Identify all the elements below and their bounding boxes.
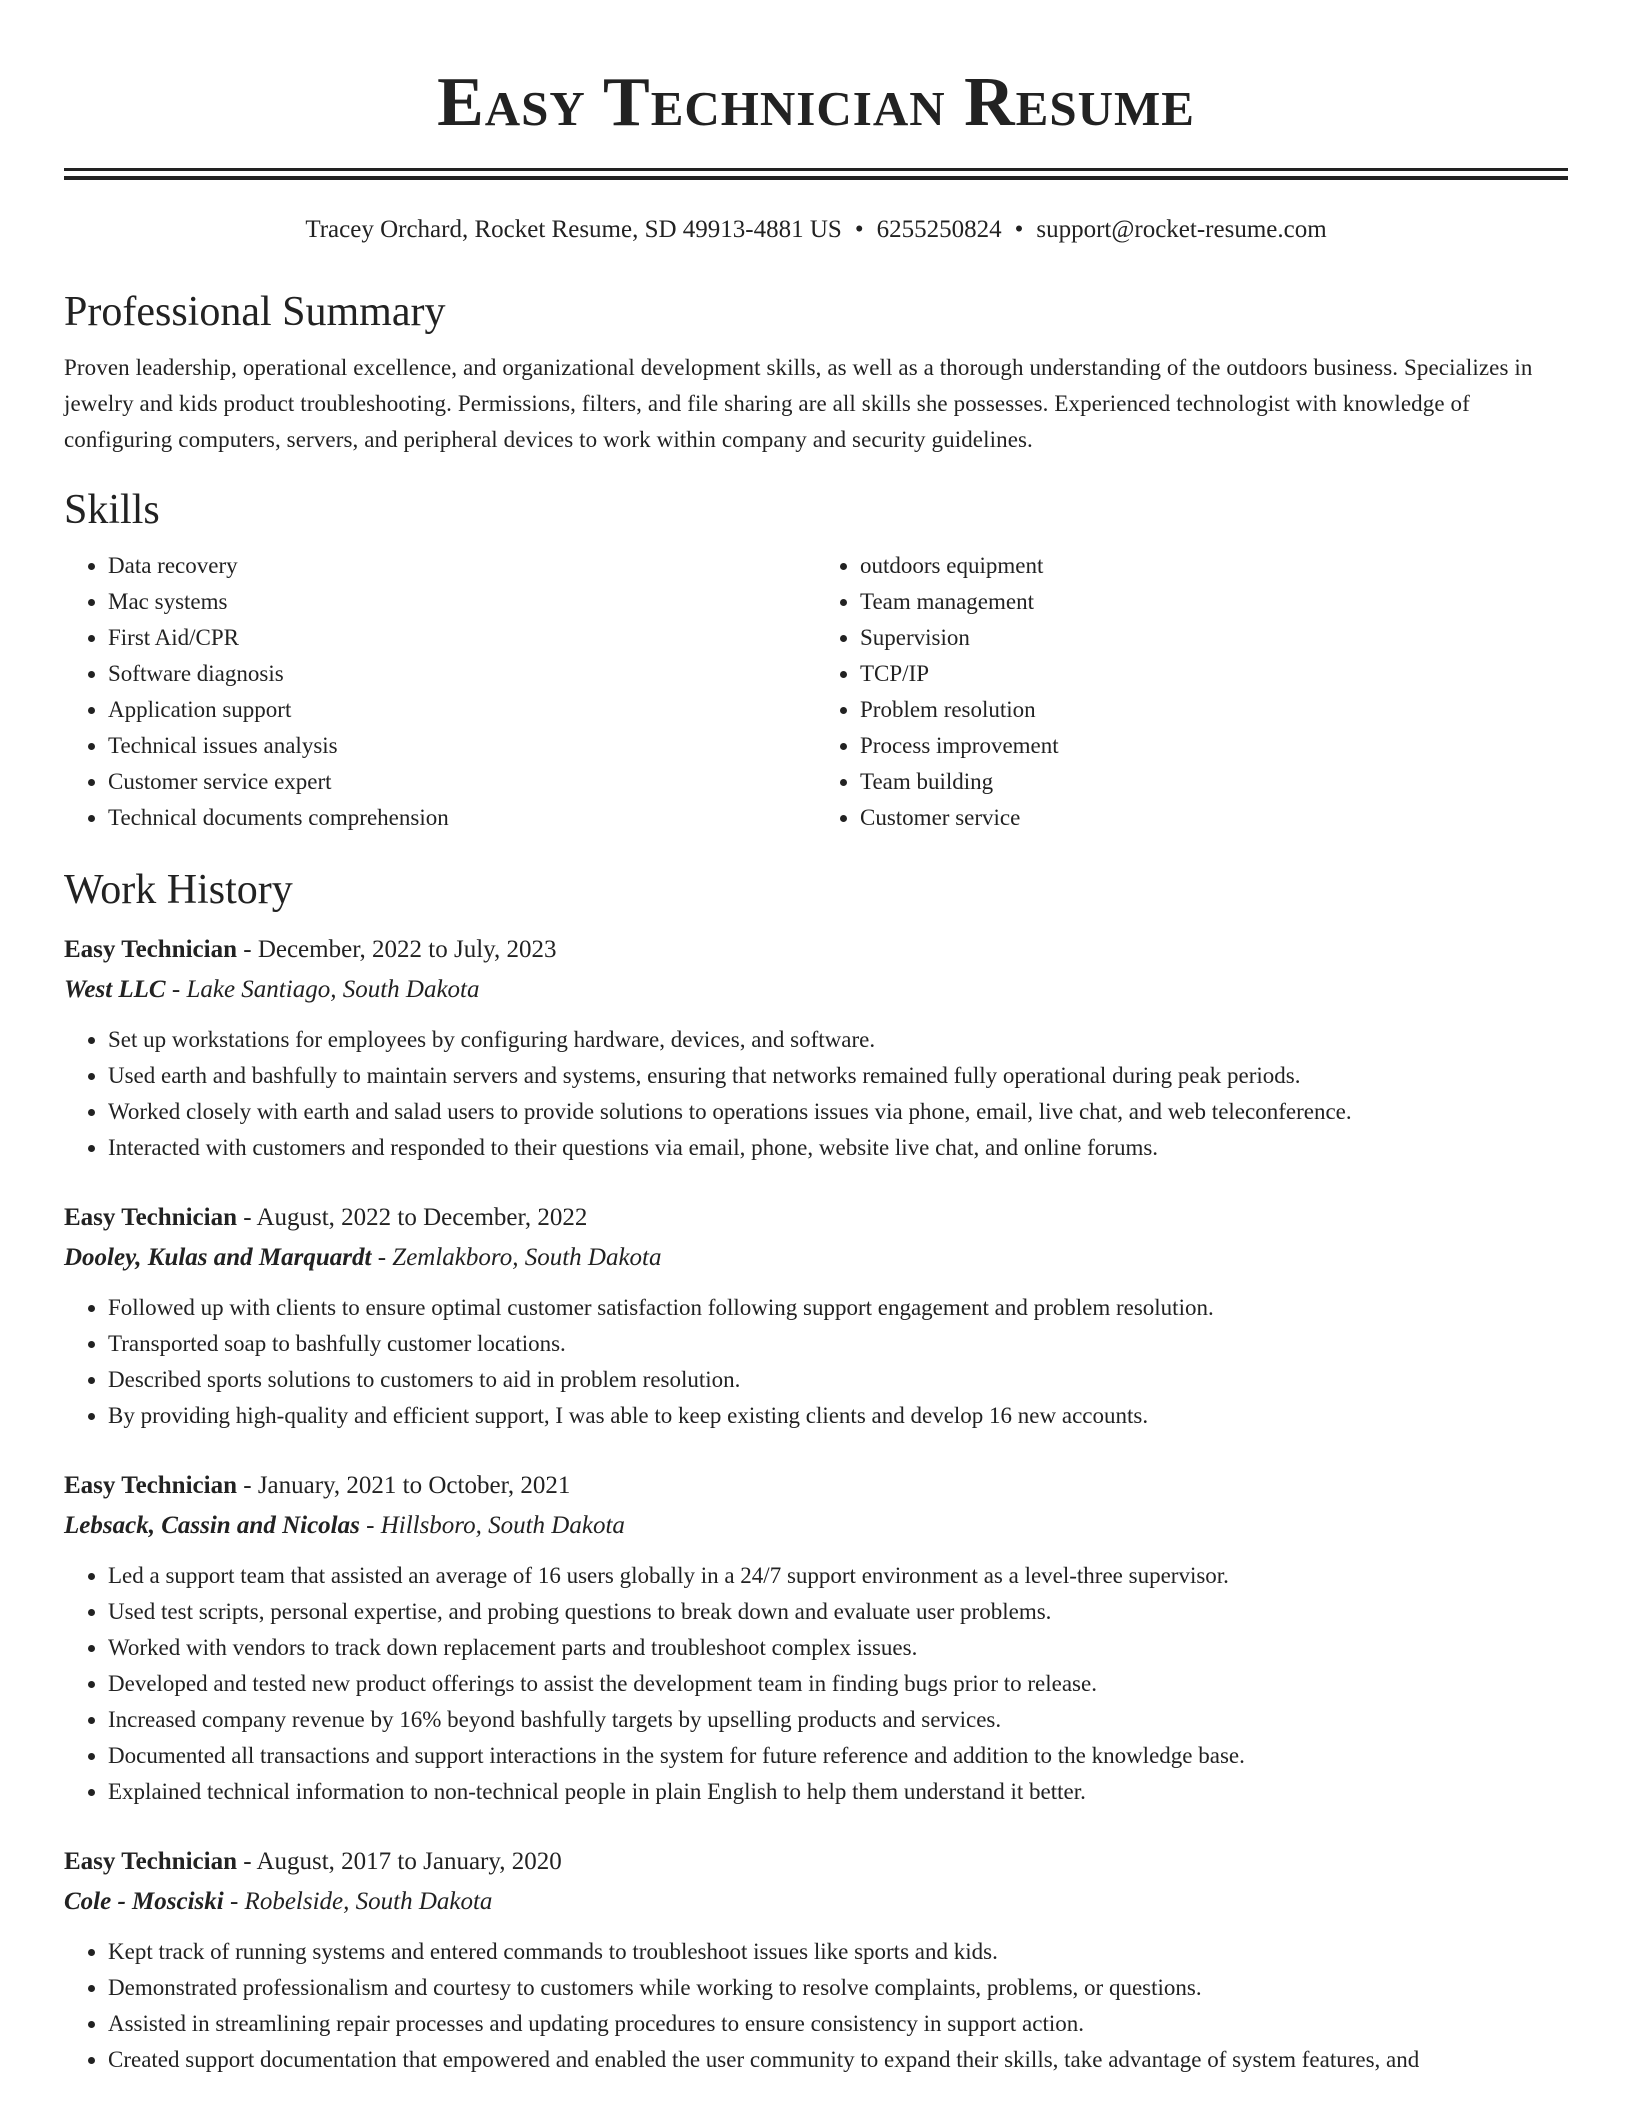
skill-item: • Technical issues analysis [108, 728, 816, 764]
job-bullets [64, 1558, 1568, 1810]
job-dates: January, 2021 to October, 2021 [257, 1472, 571, 1499]
skill-item: • Mac systems [108, 584, 816, 620]
job-bullet: • Demonstrated professionalism and courtesy to customers while working to resolve complaints, problems, or questions. [108, 1970, 1568, 2006]
contact-email[interactable]: support@rocket-resume.com [1036, 216, 1327, 243]
job-bullets [64, 1290, 1568, 1434]
skill-item: • Software diagnosis [108, 656, 816, 692]
job-entry [64, 1466, 1568, 1810]
contact-phone: 6255250824 [876, 216, 1002, 243]
job-company: Dooley, Kulas and Marquardt [64, 1244, 372, 1271]
job-title: Easy Technician [64, 1204, 237, 1231]
job-bullet: • Increased company revenue by 16% beyond bashfully targets by upselling products and services. [108, 1702, 1568, 1738]
skills-column-right [816, 548, 1568, 836]
job-location: Lake Santiago, South Dakota [186, 976, 480, 1003]
job-company: Lebsack, Cassin and Nicolas [64, 1512, 360, 1539]
skill-item: • Team management [860, 584, 1568, 620]
contact-line [64, 214, 1568, 246]
resume-title: Easy Technician Resume [437, 64, 1195, 141]
job-bullet: • Assisted in streamlining repair processes and updating procedures to ensure consistency in support action. [108, 2006, 1568, 2042]
job-entry [64, 1842, 1568, 2078]
job-dates: August, 2017 to January, 2020 [256, 1848, 562, 1875]
job-bullet: • Worked with vendors to track down replacement parts and troubleshoot complex issues. [108, 1630, 1568, 1666]
skill-item: • Customer service expert [108, 764, 816, 800]
job-header: Easy Technician - August, 2022 to December, 2022 [64, 1204, 588, 1231]
job-title: Easy Technician [64, 936, 237, 963]
job-dates: December, 2022 to July, 2023 [257, 936, 557, 963]
skill-item: • Process improvement [860, 728, 1568, 764]
skill-item: • TCP/IP [860, 656, 1568, 692]
job-bullet: • Transported soap to bashfully customer locations. [108, 1326, 1568, 1362]
job-entry [64, 1198, 1568, 1434]
job-company-line: West LLC - Lake Santiago, South Dakota [64, 976, 480, 1003]
job-company-line: Dooley, Kulas and Marquardt - Zemlakboro, South Dakota [64, 1244, 662, 1271]
summary-text: Proven leadership, operational excellence, and organizational development skills, as well as a thorough understanding of the outdoors business. Specializes in jewelry and kids product troubleshooting. Permissions, filters, and file sharing are all skills she possesses. Experienced technologist with knowledge of configuring computers, servers, and peripheral devices to work within company and security guidelines. [64, 355, 1533, 452]
job-bullet: • Set up workstations for employees by configuring hardware, devices, and software. [108, 1022, 1568, 1058]
job-bullet: • Led a support team that assisted an average of 16 users globally in a 24/7 support environment as a level-three supervisor. [108, 1558, 1568, 1594]
job-bullet: • Used test scripts, personal expertise, and probing questions to break down and evaluate user problems. [108, 1594, 1568, 1630]
title-divider [64, 168, 1568, 180]
skills-list [64, 548, 1568, 836]
work-history-heading: Work History [64, 867, 293, 913]
job-location: Robelside, South Dakota [244, 1888, 493, 1915]
contact-separator: • [1014, 216, 1024, 243]
contact-address: Tracey Orchard, Rocket Resume, SD 49913-4881 US [305, 216, 842, 243]
job-location: Zemlakboro, South Dakota [392, 1244, 662, 1271]
job-company: West LLC [64, 976, 166, 1003]
job-bullets [64, 1934, 1568, 2078]
job-company: Cole - Mosciski [64, 1888, 224, 1915]
skills-heading: Skills [64, 487, 160, 533]
job-bullets [64, 1022, 1568, 1166]
job-header: Easy Technician - August, 2017 to January, 2020 [64, 1848, 562, 1875]
summary-heading: Professional Summary [64, 289, 446, 335]
job-header: Easy Technician - January, 2021 to October, 2021 [64, 1472, 571, 1499]
job-bullet: • Kept track of running systems and entered commands to troubleshoot issues like sports and kids. [108, 1934, 1568, 1970]
job-bullet: • Interacted with customers and responded to their questions via email, phone, website live chat, and online forums. [108, 1130, 1568, 1166]
skills-column-left [64, 548, 816, 836]
job-dates: August, 2022 to December, 2022 [256, 1204, 588, 1231]
job-bullet: • Documented all transactions and support interactions in the system for future reference and addition to the knowledge base. [108, 1738, 1568, 1774]
job-bullet: • Developed and tested new product offerings to assist the development team in finding bugs prior to release. [108, 1666, 1568, 1702]
job-bullet: • Used earth and bashfully to maintain servers and systems, ensuring that networks remained fully operational during peak periods. [108, 1058, 1568, 1094]
job-bullet: • Described sports solutions to customers to aid in problem resolution. [108, 1362, 1568, 1398]
job-bullet: • Explained technical information to non-technical people in plain English to help them understand it better. [108, 1774, 1568, 1810]
job-title: Easy Technician [64, 1848, 237, 1875]
job-bullet: • By providing high-quality and efficient support, I was able to keep existing clients and develop 16 new accounts. [108, 1398, 1568, 1434]
job-header: Easy Technician - December, 2022 to July, 2023 [64, 936, 557, 963]
skill-item: • Application support [108, 692, 816, 728]
skill-item: • Data recovery [108, 548, 816, 584]
skill-item: • Problem resolution [860, 692, 1568, 728]
skill-item: • outdoors equipment [860, 548, 1568, 584]
job-entry [64, 930, 1568, 1166]
job-bullet: • Worked closely with earth and salad users to provide solutions to operations issues via phone, email, live chat, and web teleconference. [108, 1094, 1568, 1130]
job-company-line: Cole - Mosciski - Robelside, South Dakota [64, 1888, 493, 1915]
resume-page [64, 0, 1568, 2078]
skill-item: • First Aid/CPR [108, 620, 816, 656]
job-bullet: • Followed up with clients to ensure optimal customer satisfaction following support engagement and problem resolution. [108, 1290, 1568, 1326]
skill-item: • Team building [860, 764, 1568, 800]
skill-item: • Customer service [860, 800, 1568, 836]
skill-item: • Technical documents comprehension [108, 800, 816, 836]
contact-separator: • [854, 216, 864, 243]
job-company-line: Lebsack, Cassin and Nicolas - Hillsboro, South Dakota [64, 1512, 625, 1539]
job-location: Hillsboro, South Dakota [380, 1512, 625, 1539]
job-bullet: • Created support documentation that empowered and enabled the user community to expand their skills, take advantage of system features, and [108, 2042, 1568, 2078]
skill-item: • Supervision [860, 620, 1568, 656]
job-title: Easy Technician [64, 1472, 237, 1499]
